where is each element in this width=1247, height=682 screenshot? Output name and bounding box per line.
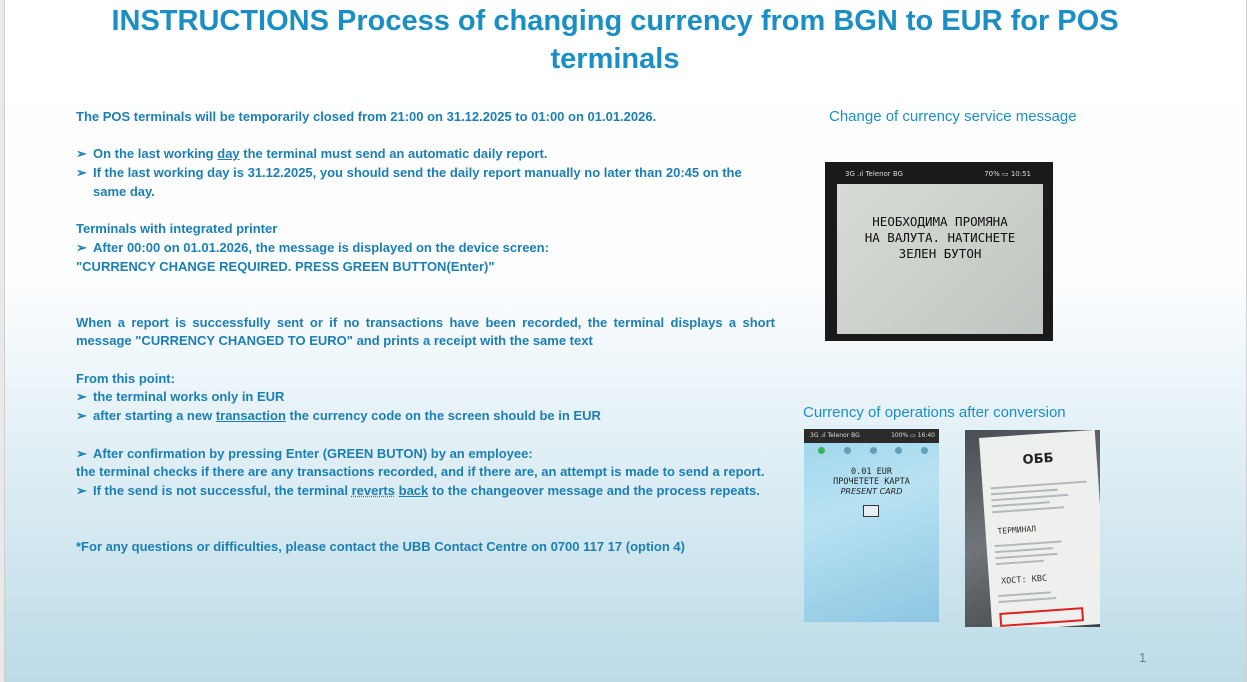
receipt-terminal-label: ТЕРМИНАЛ	[997, 524, 1037, 536]
closure-notice: The POS terminals will be temporarily closed from 21:00 on 31.12.2025 to 01:00 on 01.01.2026.	[76, 109, 657, 124]
arrow-bullet-icon: ➢	[76, 408, 87, 424]
bullet-text: If the last working day is 31.12.2025, you should send the daily report manually no later than 20:45 on the same day.	[93, 165, 742, 199]
spellcheck-word: transaction	[215, 408, 286, 424]
bullet-text: After 00:00 on 01.01.2026, the message is displayed on the device screen:	[93, 239, 549, 255]
terminal-indicator-dots	[818, 447, 928, 454]
terminal-message-photo	[825, 162, 1053, 341]
instructions-body	[76, 108, 775, 557]
spellcheck-word: day	[217, 146, 240, 162]
bank-logo: ОББ	[1022, 450, 1054, 468]
report-paragraph: When a report is successfully sent or if no transactions have been recorded, the terminal displays a short message "CURRENCY CHANGED TO EURO" and prints a receipt with the same text	[76, 314, 775, 349]
from-point-heading: From this point:	[76, 370, 175, 386]
bullet-text: after starting a new transaction the currency code on the screen should be in EUR	[93, 408, 601, 424]
grammar-word: reverts	[351, 482, 395, 498]
bullet-text: the terminal works only in EUR	[93, 389, 285, 405]
bullet-item	[76, 388, 775, 407]
bullet-text: On the last working day the terminal must send an automatic daily report.	[93, 146, 548, 162]
contact-note: *For any questions or difficulties, please contact the UBB Contact Centre on 0700 117 17 (option 4)	[76, 539, 685, 555]
slide	[4, 0, 1247, 682]
receipt-host-label: ХОСТ: КВС	[1000, 573, 1048, 587]
receipt-paper	[979, 430, 1100, 627]
page-number: 1	[1139, 650, 1147, 665]
message-line: "CURRENCY CHANGE REQUIRED. PRESS GREEN BUTTON(Enter)"	[76, 258, 495, 274]
bullet-item	[76, 239, 775, 258]
bullet-item	[76, 407, 775, 426]
terminal-screen: НЕОБХОДИМА ПРОМЯНА НА ВАЛУТА. НАТИСНЕТЕ ЗЕЛЕН БУТОН	[837, 184, 1043, 334]
bullet-item	[76, 482, 775, 501]
service-message-caption: Change of currency service message	[829, 108, 1077, 125]
checks-paragraph: the terminal checks if there are any transactions recorded, and if there are, an attempt is made to send a report.	[76, 464, 765, 480]
bullet-item	[76, 445, 775, 464]
terminal-eur-photo	[804, 429, 939, 622]
terminal-status-bar: 3G .ıl Telenor BG 70% ▭ 10:51	[845, 170, 1031, 178]
operations-caption: Currency of operations after conversion	[803, 404, 1066, 421]
arrow-bullet-icon: ➢	[76, 389, 87, 405]
arrow-bullet-icon: ➢	[76, 146, 87, 162]
grammar-word: back	[398, 482, 429, 498]
printer-heading: Terminals with integrated printer	[76, 221, 278, 237]
terminal-status-bar: 3G .ıl Telenor BG 100% ▭ 16:40	[804, 429, 939, 443]
arrow-bullet-icon: ➢	[76, 445, 87, 461]
bullet-text: If the send is not successful, the terminal reverts back to the changeover message and the process repeats.	[93, 482, 760, 498]
page-title: INSTRUCTIONS Process of changing currency from BGN to EUR for POS terminals	[111, 5, 1119, 75]
arrow-bullet-icon: ➢	[76, 165, 87, 181]
highlight-box	[999, 607, 1084, 627]
bullet-text: After confirmation by pressing Enter (GREEN BUTON) by an employee:	[93, 445, 533, 461]
bullet-item	[76, 145, 775, 164]
arrow-bullet-icon: ➢	[76, 239, 87, 255]
receipt-photo	[965, 430, 1100, 627]
terminal-screen: 0.01 EUR ПРОЧЕТЕТЕ КАРТА PRESENT CARD	[833, 467, 910, 496]
arrow-bullet-icon: ➢	[76, 482, 87, 498]
card-icon	[863, 505, 879, 517]
bullet-item	[76, 164, 775, 201]
